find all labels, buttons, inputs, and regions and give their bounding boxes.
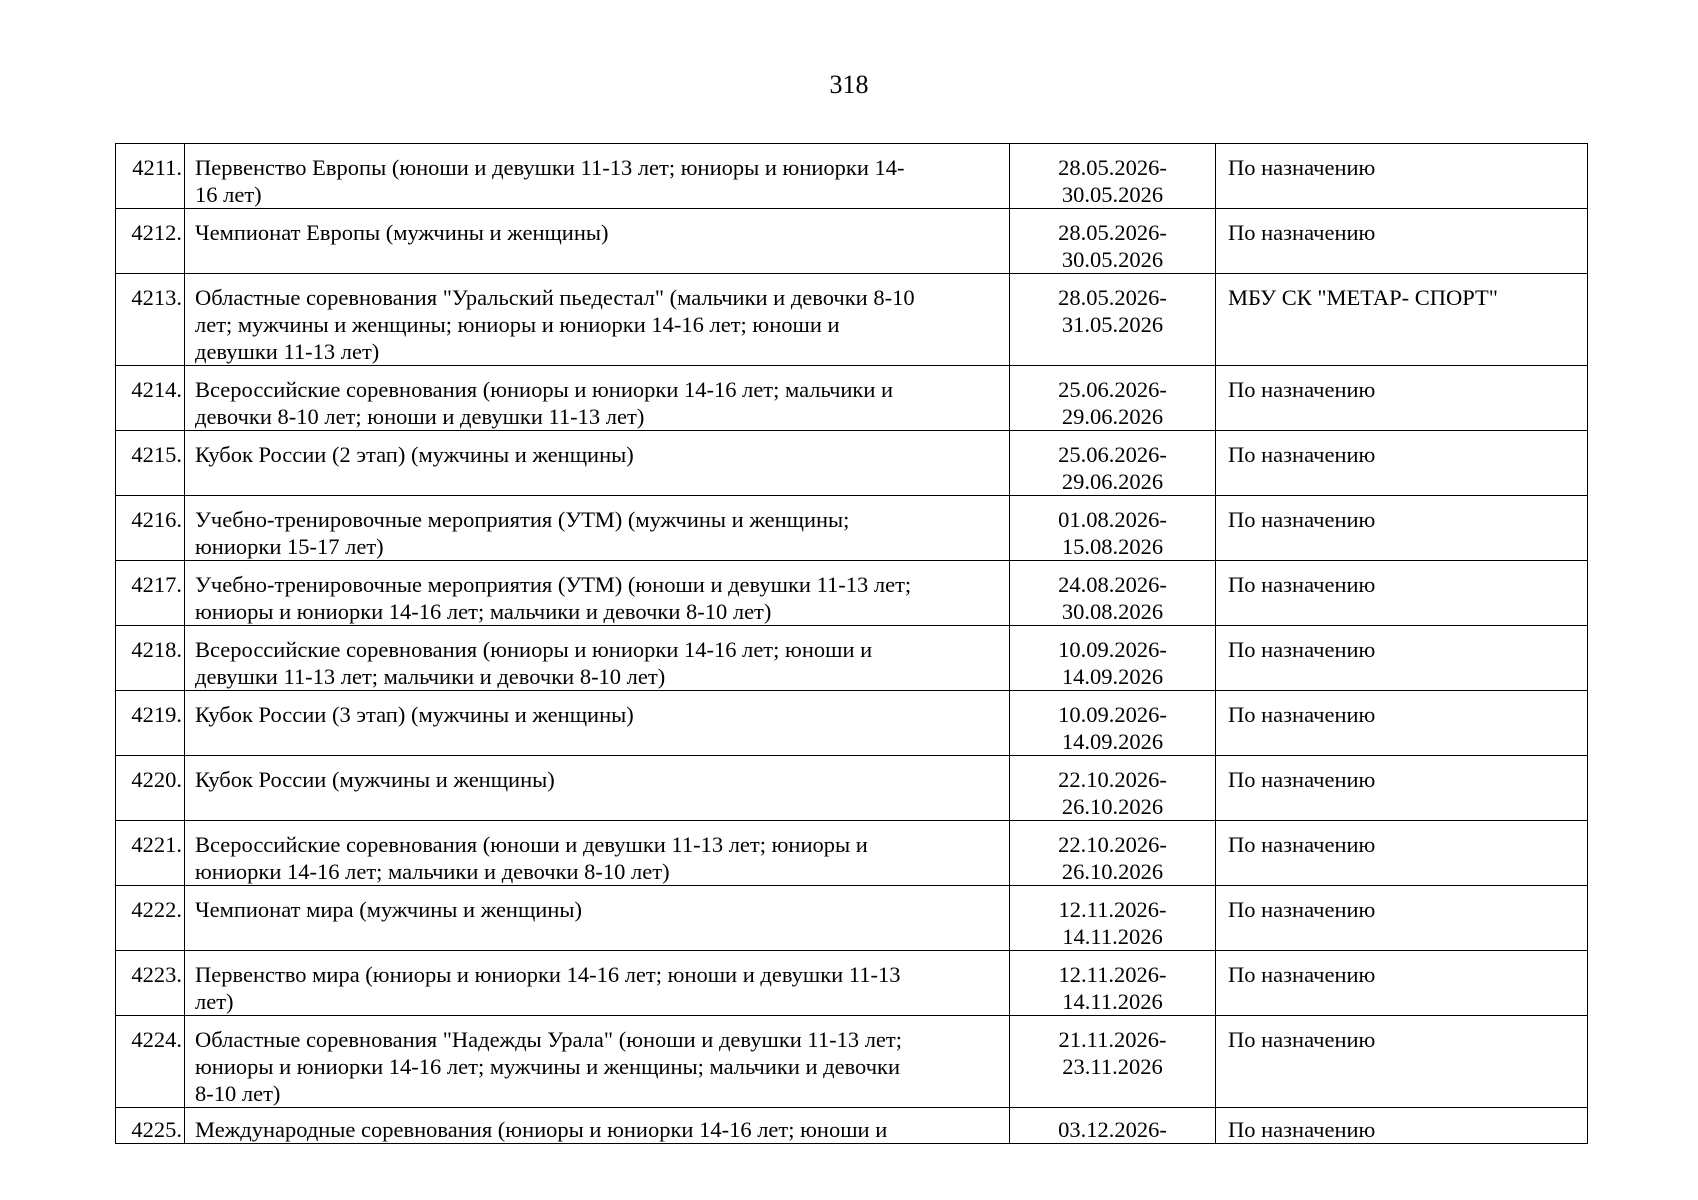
event-name-cell [185, 209, 1010, 274]
event-name-cell [185, 886, 1010, 951]
date-start: 28.05.2026- [1058, 285, 1167, 310]
date-end: 30.08.2026 [1061, 599, 1164, 624]
row-number: 4215. [131, 442, 182, 467]
date-end: 14.09.2026 [1061, 729, 1164, 754]
organizer-cell [1216, 561, 1588, 626]
event-name-line: девочки 8-10 лет; юноши и девушки 11-13 лет) [195, 404, 645, 429]
event-name-cell [185, 561, 1010, 626]
row-number-cell [116, 626, 185, 691]
organizer: МБУ СК "МЕТАР- СПОРТ" [1228, 285, 1498, 310]
event-dates-cell [1010, 144, 1216, 209]
date-end: 30.05.2026 [1061, 182, 1164, 207]
event-name-line: Всероссийские соревнования (юноши и девушки 11-13 лет; юниоры и [195, 832, 868, 857]
row-number-cell [116, 274, 185, 366]
event-name-cell [185, 756, 1010, 821]
table-row [116, 366, 1588, 431]
event-dates-cell [1010, 209, 1216, 274]
event-name-line: Областные соревнования "Уральский пьедестал" (мальчики и девочки 8-10 [195, 285, 915, 310]
row-number-cell [116, 366, 185, 431]
date-end: 14.11.2026 [1062, 989, 1163, 1014]
event-dates-cell [1010, 496, 1216, 561]
event-name-cell [185, 144, 1010, 209]
row-number: 4225. [131, 1117, 182, 1142]
table-row [116, 274, 1588, 366]
event-dates-cell [1010, 366, 1216, 431]
table-row [116, 496, 1588, 561]
date-start: 10.09.2026- [1058, 702, 1167, 727]
date-start: 03.12.2026- [1058, 1117, 1167, 1142]
table-row [116, 561, 1588, 626]
organizer: По назначению [1228, 220, 1376, 245]
page-number: 318 [829, 70, 869, 99]
row-number: 4216. [131, 507, 182, 532]
event-name-line: юниоры и юниорки 14-16 лет; мальчики и девочки 8-10 лет) [195, 599, 772, 624]
organizer: По назначению [1228, 962, 1376, 987]
date-start: 28.05.2026- [1058, 220, 1167, 245]
organizer-cell [1216, 626, 1588, 691]
date-start: 28.05.2026- [1058, 155, 1167, 180]
row-number-cell [116, 209, 185, 274]
date-start: 12.11.2026- [1058, 897, 1167, 922]
row-number-cell [116, 431, 185, 496]
organizer: По назначению [1228, 897, 1376, 922]
event-name-line: 16 лет) [195, 182, 262, 207]
event-name-cell [185, 366, 1010, 431]
date-end: 26.10.2026 [1061, 859, 1164, 884]
event-name-line: Кубок России (мужчины и женщины) [195, 767, 555, 792]
event-name-line: девушки 11-13 лет; мальчики и девочки 8-10 лет) [195, 664, 666, 689]
organizer-cell [1216, 1108, 1588, 1144]
row-number: 4211. [132, 155, 182, 180]
organizer-cell [1216, 274, 1588, 366]
date-end: 14.11.2026 [1062, 924, 1163, 949]
organizer: По назначению [1228, 155, 1376, 180]
table-row [116, 821, 1588, 886]
row-number: 4213. [131, 285, 182, 310]
date-start: 24.08.2026- [1058, 572, 1167, 597]
event-dates-cell [1010, 561, 1216, 626]
organizer: По назначению [1228, 1027, 1376, 1052]
event-name-cell [185, 496, 1010, 561]
event-name-line: Областные соревнования "Надежды Урала" (юноши и девушки 11-13 лет; [195, 1027, 902, 1052]
table-row [116, 209, 1588, 274]
event-name-cell [185, 431, 1010, 496]
events-table [115, 143, 1588, 1144]
row-number: 4223. [131, 962, 182, 987]
organizer: По назначению [1228, 832, 1376, 857]
event-dates-cell [1010, 886, 1216, 951]
date-end: 29.06.2026 [1061, 404, 1164, 429]
event-dates-cell [1010, 756, 1216, 821]
row-number: 4220. [131, 767, 182, 792]
event-name-line: Международные соревнования (юниоры и юниорки 14-16 лет; юноши и [195, 1117, 888, 1142]
organizer: По назначению [1228, 637, 1376, 662]
event-name-line: Всероссийские соревнования (юниоры и юниорки 14-16 лет; мальчики и [195, 377, 894, 402]
row-number: 4219. [131, 702, 182, 727]
row-number: 4222. [131, 897, 182, 922]
date-start: 01.08.2026- [1058, 507, 1167, 532]
event-dates-cell [1010, 431, 1216, 496]
row-number-cell [116, 561, 185, 626]
event-name-line: девушки 11-13 лет) [195, 339, 380, 364]
date-start: 12.11.2026- [1058, 962, 1167, 987]
event-name-cell [185, 951, 1010, 1016]
row-number: 4212. [131, 220, 182, 245]
date-start: 25.06.2026- [1058, 377, 1167, 402]
row-number-cell [116, 886, 185, 951]
date-end: 30.05.2026 [1061, 247, 1164, 272]
date-end: 31.05.2026 [1061, 312, 1164, 337]
row-number-cell [116, 756, 185, 821]
event-dates-cell [1010, 1016, 1216, 1108]
organizer: По назначению [1228, 1117, 1376, 1142]
event-dates-cell [1010, 274, 1216, 366]
event-name-cell [185, 1016, 1010, 1108]
date-start: 21.11.2026- [1058, 1027, 1167, 1052]
organizer: По назначению [1228, 507, 1376, 532]
event-name-line: Учебно-тренировочные мероприятия (УТМ) (юноши и девушки 11-13 лет; [195, 572, 912, 597]
event-name-line: Первенство мира (юниоры и юниорки 14-16 лет; юноши и девушки 11-13 [195, 962, 901, 987]
row-number: 4218. [131, 637, 182, 662]
event-dates-cell [1010, 821, 1216, 886]
event-name-line: юниоры и юниорки 14-16 лет; мужчины и женщины; мальчики и девочки [195, 1054, 901, 1079]
event-name-line: Первенство Европы (юноши и девушки 11-13 лет; юниоры и юниорки 14- [195, 155, 905, 180]
organizer-cell [1216, 1016, 1588, 1108]
date-end: 23.11.2026 [1062, 1054, 1163, 1079]
event-name-line: Учебно-тренировочные мероприятия (УТМ) (мужчины и женщины; [195, 507, 850, 532]
table-row [116, 431, 1588, 496]
organizer: По назначению [1228, 767, 1376, 792]
organizer-cell [1216, 209, 1588, 274]
event-name-line: юниорки 15-17 лет) [195, 534, 384, 559]
table-row [116, 886, 1588, 951]
event-dates-cell [1010, 626, 1216, 691]
event-name-cell [185, 626, 1010, 691]
organizer-cell [1216, 366, 1588, 431]
row-number-cell [116, 821, 185, 886]
table-row [116, 756, 1588, 821]
events-table-body [116, 144, 1588, 1144]
row-number-cell [116, 144, 185, 209]
date-end: 15.08.2026 [1061, 534, 1164, 559]
event-dates-cell [1010, 951, 1216, 1016]
row-number: 4214. [131, 377, 182, 402]
table-row [116, 1108, 1588, 1144]
organizer: По назначению [1228, 572, 1376, 597]
event-name-line: Кубок России (3 этап) (мужчины и женщины) [195, 702, 634, 727]
event-name-line: Всероссийские соревнования (юниоры и юниорки 14-16 лет; юноши и [195, 637, 873, 662]
event-name-line: Кубок России (2 этап) (мужчины и женщины) [195, 442, 634, 467]
row-number-cell [116, 1108, 185, 1144]
table-row [116, 951, 1588, 1016]
organizer-cell [1216, 431, 1588, 496]
row-number: 4221. [131, 832, 182, 857]
date-start: 10.09.2026- [1058, 637, 1167, 662]
table-row [116, 144, 1588, 209]
organizer-cell [1216, 756, 1588, 821]
event-name-line: лет) [195, 989, 234, 1014]
event-name-line: 8-10 лет) [195, 1081, 281, 1106]
organizer: По назначению [1228, 377, 1376, 402]
event-name-cell [185, 1108, 1010, 1144]
event-name-line: юниорки 14-16 лет; мальчики и девочки 8-10 лет) [195, 859, 670, 884]
event-dates-cell [1010, 1108, 1216, 1144]
organizer: По назначению [1228, 702, 1376, 727]
table-row [116, 626, 1588, 691]
event-name-cell [185, 274, 1010, 366]
date-start: 22.10.2026- [1058, 832, 1167, 857]
event-name-cell [185, 691, 1010, 756]
row-number-cell [116, 496, 185, 561]
row-number: 4217. [131, 572, 182, 597]
organizer-cell [1216, 144, 1588, 209]
organizer: По назначению [1228, 442, 1376, 467]
event-name-line: Чемпионат мира (мужчины и женщины) [195, 897, 582, 922]
table-row [116, 1016, 1588, 1108]
organizer-cell [1216, 691, 1588, 756]
date-end: 29.06.2026 [1061, 469, 1164, 494]
date-start: 22.10.2026- [1058, 767, 1167, 792]
organizer-cell [1216, 886, 1588, 951]
row-number-cell [116, 951, 185, 1016]
organizer-cell [1216, 821, 1588, 886]
row-number-cell [116, 691, 185, 756]
table-row [116, 691, 1588, 756]
date-end: 14.09.2026 [1061, 664, 1164, 689]
event-name-line: Чемпионат Европы (мужчины и женщины) [195, 220, 609, 245]
event-name-line: лет; мужчины и женщины; юниоры и юниорки 14-16 лет; юноши и [195, 312, 840, 337]
event-name-cell [185, 821, 1010, 886]
row-number: 4224. [131, 1027, 182, 1052]
date-end: 26.10.2026 [1061, 794, 1164, 819]
organizer-cell [1216, 951, 1588, 1016]
date-start: 25.06.2026- [1058, 442, 1167, 467]
row-number-cell [116, 1016, 185, 1108]
organizer-cell [1216, 496, 1588, 561]
event-dates-cell [1010, 691, 1216, 756]
